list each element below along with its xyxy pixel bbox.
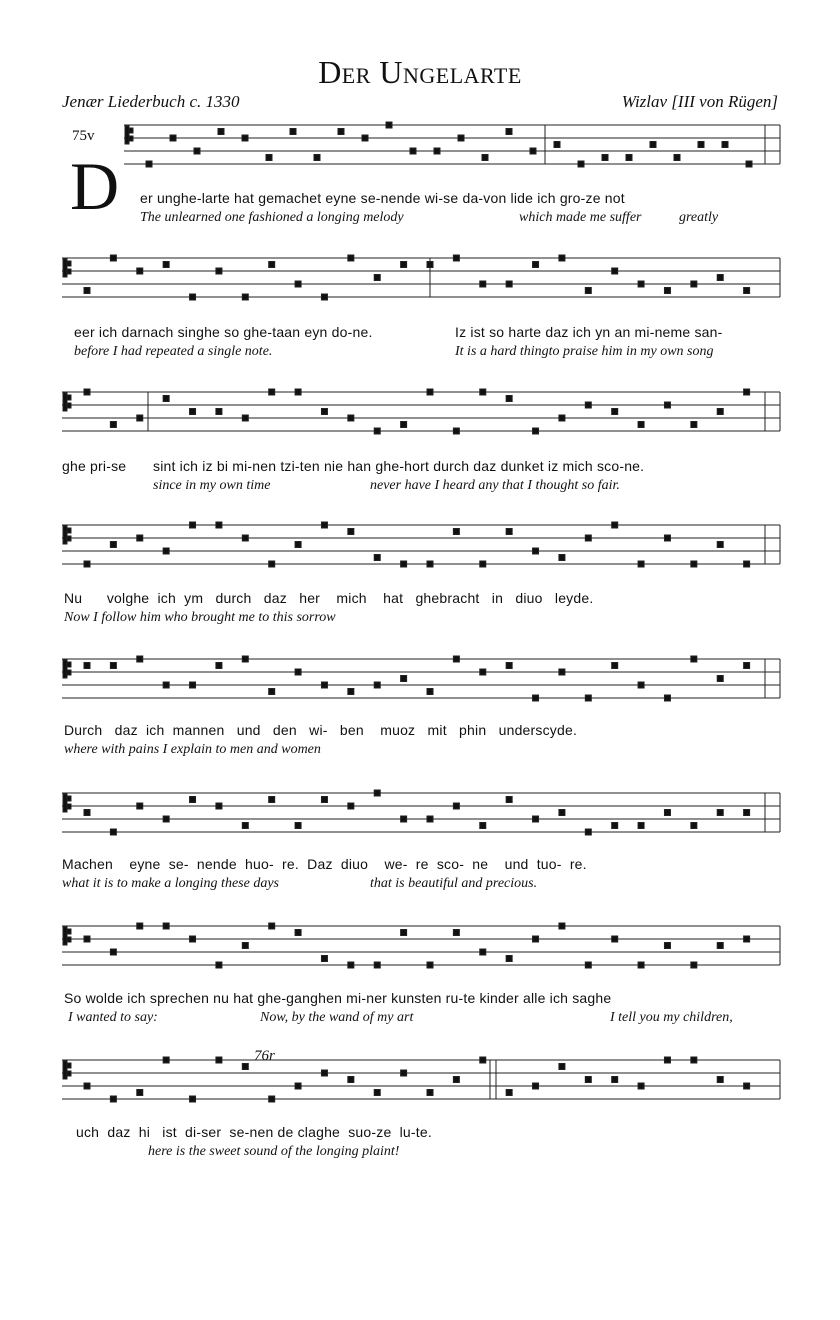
note	[691, 823, 697, 829]
note	[137, 656, 143, 662]
note	[110, 542, 116, 548]
note	[480, 669, 486, 675]
note	[348, 255, 354, 261]
note	[190, 409, 196, 415]
note	[626, 155, 632, 161]
clef-mark	[67, 395, 71, 400]
note	[506, 663, 512, 669]
note	[533, 936, 539, 942]
clef-mark	[67, 403, 71, 408]
note	[348, 803, 354, 809]
note	[698, 142, 704, 148]
note	[163, 1057, 169, 1063]
lyric-line-2a: eer ich darnach singhe so ghe-taan eyn do-ne.	[74, 324, 373, 340]
note	[506, 129, 512, 135]
note	[585, 402, 591, 408]
note	[190, 682, 196, 688]
note	[612, 409, 618, 415]
note	[295, 930, 301, 936]
note	[110, 829, 116, 835]
note	[374, 1090, 380, 1096]
note	[386, 122, 392, 128]
note	[242, 1064, 248, 1070]
clef-mark	[67, 261, 71, 266]
note	[216, 409, 222, 415]
note	[401, 676, 407, 682]
page-title: Der Ungelarte	[318, 54, 522, 90]
note	[216, 268, 222, 274]
note	[744, 936, 750, 942]
note	[664, 535, 670, 541]
note	[533, 262, 539, 268]
note	[453, 1077, 459, 1083]
note	[638, 823, 644, 829]
note	[744, 663, 750, 669]
note	[744, 288, 750, 294]
note	[295, 389, 301, 395]
note	[295, 542, 301, 548]
note	[480, 389, 486, 395]
note	[559, 810, 565, 816]
note	[480, 561, 486, 567]
note	[585, 962, 591, 968]
note	[163, 682, 169, 688]
note	[84, 936, 90, 942]
note	[84, 663, 90, 669]
note	[216, 803, 222, 809]
note	[410, 148, 416, 154]
note	[362, 135, 368, 141]
clef-mark	[67, 670, 71, 675]
translation-3a: since in my own time	[153, 478, 271, 493]
note	[218, 129, 224, 135]
note	[269, 1096, 275, 1102]
note	[401, 930, 407, 936]
note	[190, 797, 196, 803]
note	[269, 389, 275, 395]
note	[559, 555, 565, 561]
lyric-line-6: Machen eyne se- nende huo- re. Daz diuo we- re sco- ne und tuo- re.	[62, 856, 587, 872]
note	[717, 275, 723, 281]
lyric-line-1: er unghe-larte hat gemachet eyne se-nende wi-se da-von lide ich gro-ze not	[140, 190, 625, 206]
note	[170, 135, 176, 141]
note	[321, 522, 327, 528]
note	[401, 561, 407, 567]
note	[638, 962, 644, 968]
lyric-line-7: So wolde ich sprechen nu hat ghe-ganghen mi-ner kunsten ru-te kinder alle ich saghe	[64, 990, 612, 1006]
clef-mark	[67, 804, 71, 809]
note	[453, 656, 459, 662]
note	[163, 816, 169, 822]
lyric-line-3a: ghe pri-se	[62, 458, 127, 474]
note	[578, 161, 584, 167]
note	[674, 155, 680, 161]
note	[374, 555, 380, 561]
clef-mark	[63, 259, 67, 277]
clef-mark	[63, 1061, 67, 1079]
note	[84, 1083, 90, 1089]
note	[506, 797, 512, 803]
note	[744, 389, 750, 395]
note	[453, 803, 459, 809]
note	[242, 415, 248, 421]
note	[216, 1057, 222, 1063]
translation-7a: I wanted to say:	[68, 1010, 158, 1025]
note	[216, 962, 222, 968]
note	[374, 275, 380, 281]
note	[559, 1064, 565, 1070]
note	[110, 255, 116, 261]
note	[163, 548, 169, 554]
note	[664, 695, 670, 701]
note	[744, 1083, 750, 1089]
translation-4a: Now I follow him who brought me to this sorrow	[64, 610, 336, 625]
note	[612, 823, 618, 829]
note	[348, 689, 354, 695]
note	[533, 548, 539, 554]
note	[110, 949, 116, 955]
note	[691, 561, 697, 567]
note	[530, 148, 536, 154]
note	[638, 561, 644, 567]
note	[374, 428, 380, 434]
note	[163, 396, 169, 402]
author-label: Wizlav [III von Rügen]	[621, 92, 778, 111]
note	[137, 535, 143, 541]
source-label: Jenær Liederbuch c. 1330	[62, 92, 240, 111]
note	[290, 129, 296, 135]
translation-1b: which made me suffer	[519, 210, 642, 225]
note	[348, 1077, 354, 1083]
translation-7c: I tell you my children,	[610, 1010, 733, 1025]
note	[242, 943, 248, 949]
translation-3b: never have I heard any that I thought so fair.	[370, 478, 620, 493]
note	[242, 135, 248, 141]
note	[427, 1090, 433, 1096]
note	[321, 409, 327, 415]
note	[612, 268, 618, 274]
lyric-line-5: Durch daz ich mannen und den wi- ben muoz mit phin underscyde.	[64, 722, 578, 738]
note	[374, 682, 380, 688]
note	[664, 943, 670, 949]
note	[691, 962, 697, 968]
note	[691, 656, 697, 662]
lyric-line-4: Nu volghe ich ym durch daz her mich hat ghebracht in diuo leyde.	[64, 590, 594, 606]
initial-letter: D	[70, 148, 120, 224]
note	[321, 956, 327, 962]
note	[554, 142, 560, 148]
clef-mark	[67, 1063, 71, 1068]
note	[269, 797, 275, 803]
clef-mark	[67, 662, 71, 667]
note	[190, 294, 196, 300]
note	[401, 1070, 407, 1076]
note	[480, 281, 486, 287]
clef-mark	[67, 937, 71, 942]
note	[506, 529, 512, 535]
note	[453, 255, 459, 261]
note	[533, 1083, 539, 1089]
note	[84, 561, 90, 567]
note	[190, 522, 196, 528]
note	[427, 816, 433, 822]
note	[559, 923, 565, 929]
note	[533, 816, 539, 822]
note	[585, 1077, 591, 1083]
note	[559, 669, 565, 675]
translation-7b: Now, by the wand of my art	[260, 1010, 414, 1025]
note	[295, 1083, 301, 1089]
clef-mark	[63, 526, 67, 544]
note	[612, 1077, 618, 1083]
note	[722, 142, 728, 148]
note	[664, 810, 670, 816]
note	[374, 790, 380, 796]
translation-6a: what it is to make a longing these days	[62, 876, 279, 891]
clef-mark	[67, 269, 71, 274]
note	[242, 823, 248, 829]
lyric-line-3b: sint ich iz bi mi-nen tzi-ten nie han ghe-hort durch daz dunket iz mich sco-ne.	[153, 458, 645, 474]
note	[691, 1057, 697, 1063]
note	[638, 281, 644, 287]
note	[664, 1057, 670, 1063]
note	[506, 1090, 512, 1096]
note	[638, 1083, 644, 1089]
note	[269, 689, 275, 695]
note	[612, 522, 618, 528]
note	[638, 422, 644, 428]
note	[348, 415, 354, 421]
clef-mark	[129, 128, 133, 133]
note	[137, 923, 143, 929]
note	[458, 135, 464, 141]
note	[427, 689, 433, 695]
note	[194, 148, 200, 154]
translation-2b: It is a hard thingto praise him in my own song	[455, 344, 714, 359]
note	[401, 422, 407, 428]
note	[163, 262, 169, 268]
note	[427, 389, 433, 395]
note	[216, 522, 222, 528]
clef-mark	[67, 929, 71, 934]
note	[453, 930, 459, 936]
note	[137, 803, 143, 809]
note	[190, 1096, 196, 1102]
lyric-line-8: uch daz hi ist di-ser se-nen de claghe suo-ze lu-te.	[76, 1124, 432, 1140]
note	[717, 810, 723, 816]
note	[110, 663, 116, 669]
note	[453, 529, 459, 535]
note	[84, 288, 90, 294]
clef-mark	[63, 927, 67, 945]
note	[269, 561, 275, 567]
note	[664, 288, 670, 294]
note	[314, 155, 320, 161]
translation-1a: The unlearned one fashioned a longing melody	[140, 210, 404, 225]
lyric-line-2b: Iz ist so harte daz ich yn an mi-neme san-	[455, 324, 723, 340]
note	[453, 428, 459, 434]
note	[242, 535, 248, 541]
note	[559, 415, 565, 421]
note	[427, 962, 433, 968]
note	[480, 949, 486, 955]
note	[427, 561, 433, 567]
note	[717, 542, 723, 548]
note	[744, 561, 750, 567]
clef-mark	[67, 536, 71, 541]
note	[506, 396, 512, 402]
note	[242, 656, 248, 662]
note	[269, 923, 275, 929]
note	[137, 415, 143, 421]
note	[374, 962, 380, 968]
translation-5a: where with pains I explain to men and women	[64, 742, 321, 757]
clef-mark	[129, 136, 133, 141]
note	[480, 1057, 486, 1063]
clef-mark	[67, 528, 71, 533]
note	[84, 810, 90, 816]
note	[321, 797, 327, 803]
note	[717, 409, 723, 415]
note	[585, 829, 591, 835]
note	[401, 816, 407, 822]
folio-75v: 75v	[72, 128, 95, 144]
note	[321, 1070, 327, 1076]
note	[110, 422, 116, 428]
translation-6b: that is beautiful and precious.	[370, 876, 538, 891]
note	[137, 1090, 143, 1096]
note	[163, 923, 169, 929]
translation-8a: here is the sweet sound of the longing plaint!	[148, 1144, 400, 1159]
note	[664, 402, 670, 408]
note	[506, 281, 512, 287]
note	[533, 695, 539, 701]
note	[295, 281, 301, 287]
clef-mark	[67, 796, 71, 801]
note	[266, 155, 272, 161]
note	[269, 262, 275, 268]
note	[506, 956, 512, 962]
note	[216, 663, 222, 669]
note	[110, 1096, 116, 1102]
clef-mark	[125, 126, 129, 144]
note	[559, 255, 565, 261]
note	[321, 682, 327, 688]
note	[401, 262, 407, 268]
translation-2a: before I had repeated a single note.	[74, 344, 273, 359]
note	[190, 936, 196, 942]
folio-76r: 76r	[254, 1048, 275, 1064]
note	[137, 268, 143, 274]
note	[338, 129, 344, 135]
note	[434, 148, 440, 154]
note	[612, 936, 618, 942]
note	[480, 823, 486, 829]
note	[146, 161, 152, 167]
translation-1c: greatly	[679, 210, 719, 225]
note	[638, 682, 644, 688]
note	[691, 422, 697, 428]
note	[84, 389, 90, 395]
note	[717, 943, 723, 949]
note	[533, 428, 539, 434]
note	[717, 1077, 723, 1083]
note	[746, 161, 752, 167]
note	[602, 155, 608, 161]
note	[295, 669, 301, 675]
note	[585, 535, 591, 541]
note	[321, 294, 327, 300]
note	[482, 155, 488, 161]
clef-mark	[63, 393, 67, 411]
note	[427, 262, 433, 268]
note	[348, 962, 354, 968]
note	[242, 294, 248, 300]
note	[744, 810, 750, 816]
note	[585, 288, 591, 294]
clef-mark	[63, 660, 67, 678]
clef-mark	[63, 794, 67, 812]
clef-mark	[67, 1071, 71, 1076]
note	[717, 676, 723, 682]
note	[650, 142, 656, 148]
note	[612, 663, 618, 669]
note	[585, 695, 591, 701]
note	[295, 823, 301, 829]
note	[348, 529, 354, 535]
note	[691, 281, 697, 287]
